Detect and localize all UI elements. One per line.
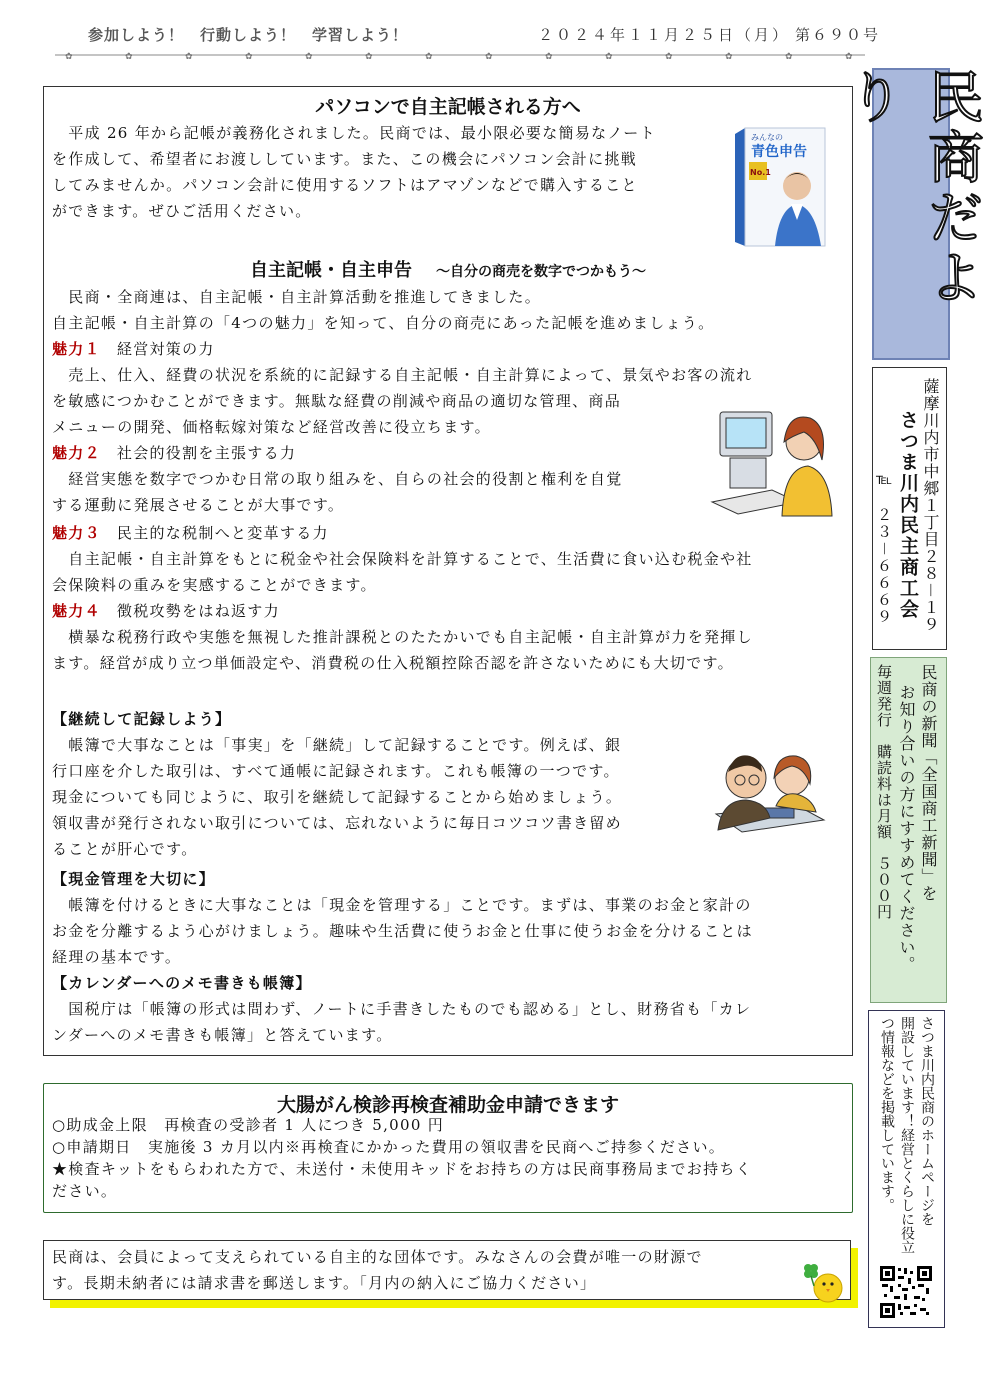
article2-intro: 民商・全商連は、自主記帳・自主計算活動を推進してきました。 自主記帳・自主計算の「4つの魅力」を知って、自分の商売にあった記帳を進めましょう。 <box>52 288 715 332</box>
svg-text:✿: ✿ <box>185 52 193 62</box>
couple-reviewing-illustration <box>712 742 827 840</box>
colon-exam-text: ○助成金上限 再検査の受診者 1 人につき 5,000 円 ○申請期日 実施後 3 カ月以内※再検査にかかった費用の領収書を民商へご持参ください。 ★検査キットをもらわれた方で、未送付・未使用キッドをお持ちの方は民商事務局までお持ちく ださい。 <box>52 1116 753 1200</box>
news-line-3: 毎週発行 購読料は月額 ５００円 <box>875 664 893 920</box>
colon-exam-title: 大腸がん検診再検査補助金申請できます <box>276 1094 619 1116</box>
section-continue-heading: 【継続して記録しよう】 <box>52 710 232 728</box>
svg-text:✿: ✿ <box>485 52 493 62</box>
section-calendar-heading: 【カレンダーへのメモ書きも帳簿】 <box>52 974 312 992</box>
point-3-label: 魅力３ <box>52 524 101 542</box>
section-cash-heading: 【現金管理を大切に】 <box>52 870 216 888</box>
svg-text:みんなの: みんなの <box>751 133 783 142</box>
section-cash: 【現金管理を大切に】 帳簿を付けるときに大事なことは「現金を管理する」ことです。まずは、事業のお金と家計の お金を分離するよう心がけましょう。趣味や生活費に使うお金と仕事に使うお金を分けることは 経理の基本です。 <box>52 866 847 970</box>
news-line-2: お知り合いの方にすすめてください。 <box>897 684 916 973</box>
svg-text:✿: ✿ <box>725 52 733 62</box>
svg-text:✿: ✿ <box>545 52 553 62</box>
software-box-image <box>735 124 827 250</box>
article1-text: 平成 26 年から記帳が義務化されました。民商では、最小限必要な簡易なノート を作成して、希望者にお渡ししています。また、この機会にパソコン会計に挑戦 してみませんか。パソコン会計に使用するソフトはアマゾンなどで購入すること ができます。ぜひご活用ください。 <box>52 124 656 220</box>
svg-text:✿: ✿ <box>245 52 253 62</box>
homepage-line-1: さつま川内民商のホームページを <box>919 1016 935 1226</box>
point-4: 魅力４ 徴税攻勢をはね返す力 横暴な税務行政や実態を無視した推計課税とのたたかいでも自主記帳・自主計算が力を発揮し ます。経営が成り立つ単価設定や、消費税の仕入税額控除否認を許さないためにも大切です。 <box>52 602 753 672</box>
point-1-label: 魅力１ <box>52 340 101 358</box>
news-line-1: 民商の新聞「全国商工新聞」を <box>919 664 938 902</box>
svg-text:✿: ✿ <box>425 52 433 62</box>
point-2: 魅力２ 社会的役割を主張する力 経営実態を数字でつかむ日常の取り組みを、自らの社会的役割と権利を自覚 する運動に発展させることが大事です。 <box>52 444 623 514</box>
svg-text:✿: ✿ <box>785 52 793 62</box>
svg-text:✿: ✿ <box>125 52 133 62</box>
point-3: 魅力３ 民主的な税制へと変革する力 自主記帳・自主計算をもとに税金や社会保険料を計算することで、生活費に食い込む税金や社 会保険料の重みを実感することができます。 <box>52 524 753 594</box>
svg-text:✿: ✿ <box>845 52 853 62</box>
header-slogan: 参加しよう！ 行動しよう！ 学習しよう！ <box>88 26 409 44</box>
svg-text:No.1: No.1 <box>750 168 771 177</box>
article2-title: 自主記帳・自主申告 ～自分の商売を数字でつかもう～ <box>250 260 646 281</box>
issue-number: 第６９０号 <box>795 26 881 44</box>
svg-text:青色申告: 青色申告 <box>751 144 807 160</box>
point-4-label: 魅力４ <box>52 602 101 620</box>
org-address: 薩摩川内市中郷１丁目２８－１９ <box>921 378 940 634</box>
svg-text:✿: ✿ <box>65 52 73 62</box>
homepage-line-3: つ情報などを掲載しています。 <box>879 1016 895 1212</box>
org-name: さつま川内民主商工会 <box>897 410 919 620</box>
section-calendar: 【カレンダーへのメモ書きも帳簿】 国税庁は「帳簿の形式は問わず、ノートに手書きしたものでも認める」とし、財務省も「カレ ンダーへのメモ書きも帳簿」と答えています。 <box>52 970 847 1048</box>
header-divider <box>55 50 865 60</box>
svg-text:✿: ✿ <box>665 52 673 62</box>
point-1-body: を敏感につかむことができます。無駄な経費の削減や商品の適切な管理、商品 メニューの開発、価格転嫁対策など経営改善に役立ちます。 <box>52 392 622 436</box>
computer-woman-illustration <box>712 398 832 516</box>
issue-date: ２０２４年１１月２５日（月） <box>538 26 791 44</box>
org-tel: ℡ ２３－６６６９ <box>875 470 893 627</box>
point-2-label: 魅力２ <box>52 444 101 462</box>
svg-text:✿: ✿ <box>305 52 313 62</box>
dues-note-text: 民商は、会員によって支えられている自主的な団体です。みなさんの会費が唯一の財源で す。長期未納者には請求書を郵送します。「月内の納入にご協力ください」 <box>52 1248 703 1292</box>
homepage-line-2: 開設しています！経営とくらしに役立 <box>899 1016 915 1254</box>
svg-text:✿: ✿ <box>365 52 373 62</box>
point-1: 魅力１ 経営対策の力 売上、仕入、経費の状況を系統的に記録する自主記帳・自主計算によって、景気やお客の流れ <box>52 340 753 384</box>
masthead-title: 民商だより <box>839 68 984 308</box>
section-continue: 【継続して記録しよう】 帳簿で大事なことは「事実」を「継続」して記録することです。例えば、銀 行口座を介した取引は、すべて通帳に記録されます。これも帳簿の一つです。 現金についても同じように、取引を継続して記録することから始めましょう。 領収書が発行されない取引については、忘れないように毎日コツコツ書き留め ることが肝心です。 <box>52 706 702 862</box>
svg-text:✿: ✿ <box>605 52 613 62</box>
article1-title: パソコンで自主記帳される方へ <box>315 96 581 118</box>
chick-clover-icon <box>800 1258 846 1304</box>
homepage-qr-code[interactable] <box>880 1266 932 1318</box>
